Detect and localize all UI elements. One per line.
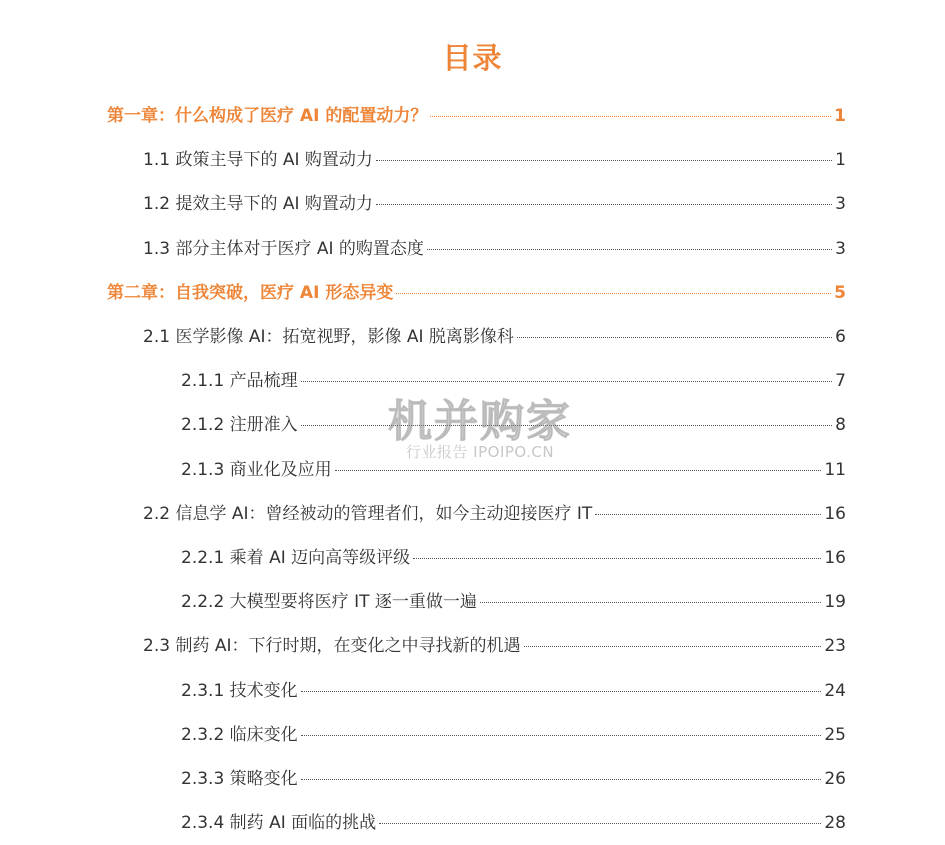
toc-leader-dots <box>379 823 821 824</box>
toc-chapter-entry[interactable] <box>107 103 846 129</box>
toc-page-number: 26 <box>824 769 846 789</box>
toc-leader-dots <box>396 293 831 294</box>
page-title: 目录 <box>442 41 503 75</box>
toc-entry-label: 2.1 医学影像 AI：拓宽视野，影像 AI 脱离影像科 <box>143 327 514 347</box>
toc-page-number: 3 <box>835 239 846 259</box>
watermark-logo-text: 机并购家 <box>388 396 572 447</box>
toc-leader-dots <box>524 646 822 647</box>
toc-leader-dots <box>301 691 822 692</box>
toc-entry-label: 1.2 提效主导下的 AI 购置动力 <box>143 194 373 214</box>
toc-leader-dots <box>595 514 821 515</box>
toc-entry[interactable] <box>143 147 846 173</box>
toc-entry[interactable] <box>143 633 846 659</box>
toc-entry-label: 2.2 信息学 AI：曾经被动的管理者们，如今主动迎接医疗 IT <box>143 504 593 524</box>
toc-page-number: 19 <box>824 592 846 612</box>
toc-entry[interactable] <box>181 810 846 836</box>
toc-leader-dots <box>430 116 831 117</box>
toc-page-number: 16 <box>824 504 846 524</box>
toc-leader-dots <box>427 249 832 250</box>
toc-entry[interactable] <box>181 722 846 748</box>
toc-leader-dots <box>301 779 822 780</box>
toc-entry[interactable] <box>143 236 846 262</box>
toc-entry[interactable] <box>143 191 846 217</box>
toc-page-number: 16 <box>824 548 846 568</box>
toc-entry[interactable] <box>143 501 846 527</box>
toc-entry-label: 2.2.2 大模型要将医疗 IT 逐一重做一遍 <box>181 592 477 612</box>
toc-leader-dots <box>413 558 821 559</box>
toc-entry[interactable] <box>143 324 846 350</box>
toc-leader-dots <box>376 204 832 205</box>
toc-entry[interactable] <box>181 457 846 483</box>
toc-entry-label: 2.1.2 注册准入 <box>181 415 298 435</box>
toc-leader-dots <box>517 337 832 338</box>
toc-entry[interactable] <box>181 368 846 394</box>
toc-leader-dots <box>480 602 821 603</box>
toc-entry-label: 2.3.1 技术变化 <box>181 681 298 701</box>
toc-page-number: 25 <box>824 725 846 745</box>
toc-leader-dots <box>301 381 833 382</box>
toc-page-number: 5 <box>834 283 846 303</box>
toc-leader-dots <box>376 160 832 161</box>
toc-entry[interactable] <box>181 545 846 571</box>
toc-entry-label: 2.1.1 产品梳理 <box>181 371 298 391</box>
toc-entry-label: 2.3.3 策略变化 <box>181 769 298 789</box>
toc-entry-label: 第二章：自我突破，医疗 AI 形态异变 <box>107 283 394 303</box>
toc-entry-label: 2.3.4 制药 AI 面临的挑战 <box>181 813 377 833</box>
toc-leader-dots <box>301 425 833 426</box>
toc-entry[interactable] <box>181 589 846 615</box>
toc-page-number: 28 <box>824 813 846 833</box>
toc-page-number: 23 <box>824 636 846 656</box>
toc-entry-label: 1.1 政策主导下的 AI 购置动力 <box>143 150 373 170</box>
toc-page-number: 1 <box>835 150 846 170</box>
toc-page-number: 8 <box>835 415 846 435</box>
toc-page-number: 7 <box>835 371 846 391</box>
toc-leader-dots <box>335 470 822 471</box>
toc-page-number: 6 <box>835 327 846 347</box>
toc-page-number: 3 <box>835 194 846 214</box>
toc-entry[interactable] <box>181 766 846 792</box>
toc-entry-label: 1.3 部分主体对于医疗 AI 的购置态度 <box>143 239 424 259</box>
toc-page-number: 24 <box>824 681 846 701</box>
toc-entry-label: 2.3.2 临床变化 <box>181 725 298 745</box>
toc-leader-dots <box>301 735 822 736</box>
toc-chapter-entry[interactable] <box>107 280 846 306</box>
toc-page-number: 11 <box>824 460 846 480</box>
toc-entry-label: 2.1.3 商业化及应用 <box>181 460 332 480</box>
toc-entry-label: 2.2.1 乘着 AI 迈向高等级评级 <box>181 548 411 568</box>
toc-entry-label: 2.3 制药 AI：下行时期，在变化之中寻找新的机遇 <box>143 636 521 656</box>
toc-entry[interactable] <box>181 412 846 438</box>
watermark-subtitle: 行业报告 IPOIPO.CN <box>405 443 555 461</box>
toc-entry-label: 第一章：什么构成了医疗 AI 的配置动力？ <box>107 106 428 126</box>
toc-page-number: 1 <box>834 106 846 126</box>
toc-entry[interactable] <box>181 678 846 704</box>
